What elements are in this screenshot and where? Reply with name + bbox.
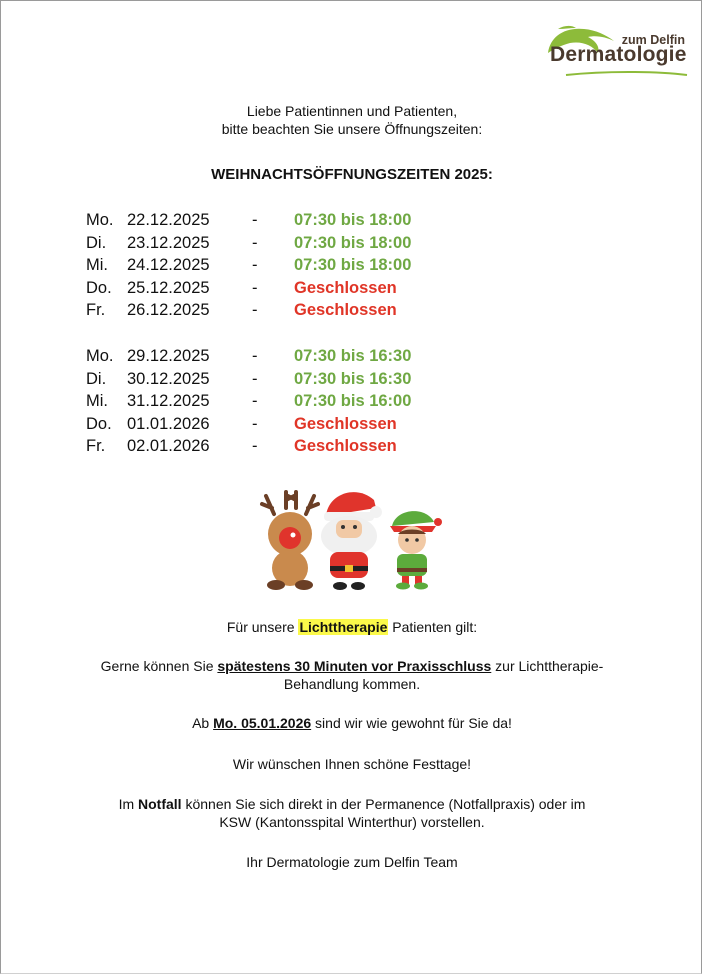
- hours: 07:30 bis 18:00: [294, 233, 412, 252]
- schedule-row: [86, 209, 411, 232]
- hours: 07:30 bis 16:00: [294, 392, 412, 411]
- separator: -: [252, 369, 258, 388]
- logo-swoosh: [564, 70, 689, 78]
- schedule-row: [86, 390, 411, 413]
- text: zur Lichttherapie-: [491, 658, 604, 674]
- separator: -: [252, 256, 258, 275]
- hours: 07:30 bis 16:30: [294, 347, 412, 365]
- schedule-row: [86, 345, 411, 368]
- hours: 07:30 bis 18:00: [294, 256, 412, 275]
- christmas-illustration: [256, 486, 446, 591]
- date: 29.12.2025: [127, 347, 210, 365]
- day: Mi.: [86, 256, 108, 275]
- intro: [1, 102, 702, 138]
- reopen-date: Mo. 05.01.2026: [213, 715, 312, 731]
- date: 24.12.2025: [127, 256, 210, 275]
- reopen-line: [1, 714, 702, 732]
- schedule-week-2: [86, 345, 411, 458]
- lighttherapy-line: [1, 618, 702, 636]
- separator: -: [252, 414, 258, 433]
- emergency-paragraph: [1, 795, 702, 831]
- date: 26.12.2025: [127, 301, 210, 320]
- day: Di.: [86, 233, 107, 252]
- text: sind wir wie gewohnt für Sie da!: [311, 715, 512, 731]
- date: 01.01.2026: [127, 414, 210, 433]
- date: 02.01.2026: [127, 437, 210, 456]
- separator: -: [252, 301, 258, 320]
- hours: Geschlossen: [294, 437, 397, 456]
- text: KSW (Kantonsspital Winterthur) vorstellen.: [219, 814, 485, 830]
- day: Do.: [86, 414, 112, 433]
- hours: 07:30 bis 18:00: [294, 211, 412, 229]
- schedule-row: [86, 435, 411, 458]
- reindeer-icon: [262, 492, 318, 590]
- day: Di.: [86, 369, 107, 388]
- day: Mi.: [86, 392, 108, 411]
- date: 30.12.2025: [127, 369, 210, 388]
- schedule-week-1: [86, 209, 411, 322]
- santa-icon: [321, 492, 382, 590]
- day: Mo.: [86, 211, 114, 229]
- rule-emphasis: spätestens 30 Minuten vor Praxisschluss: [217, 658, 492, 674]
- schedule-row: [86, 232, 411, 255]
- text: Für unsere: [226, 619, 299, 635]
- emergency-emphasis: Notfall: [138, 796, 182, 812]
- text: Patienten gilt:: [388, 619, 478, 635]
- separator: -: [252, 233, 258, 252]
- date: 22.12.2025: [127, 211, 210, 229]
- hours: Geschlossen: [294, 278, 397, 297]
- separator: -: [252, 278, 258, 297]
- separator: -: [252, 437, 258, 456]
- schedule-row: [86, 299, 411, 322]
- schedule-row: [86, 277, 411, 300]
- hours: 07:30 bis 16:30: [294, 369, 412, 388]
- date: 31.12.2025: [127, 392, 210, 411]
- logo-title: Dermatologie: [550, 43, 687, 66]
- date: 25.12.2025: [127, 278, 210, 297]
- text: können Sie sich direkt in der Permanence (Notfallpraxis) oder im: [181, 796, 586, 812]
- separator: -: [252, 392, 258, 411]
- day: Mo.: [86, 347, 114, 365]
- signature: Ihr Dermatologie zum Delfin Team: [246, 854, 458, 870]
- schedule-row: [86, 368, 411, 391]
- schedule-row: [86, 413, 411, 436]
- highlight-lichttherapie: Lichttherapie: [299, 619, 388, 635]
- hours: Geschlossen: [294, 301, 397, 320]
- separator: -: [252, 211, 258, 229]
- hours: Geschlossen: [294, 414, 397, 433]
- logo-subtitle: zum Delfin: [621, 33, 685, 47]
- rule-paragraph: [1, 657, 702, 693]
- wishes-line: Wir wünschen Ihnen schöne Festtage!: [232, 756, 472, 772]
- separator: -: [252, 347, 258, 365]
- elf-icon: [390, 511, 442, 589]
- intro-line-1: Liebe Patientinnen und Patienten,: [246, 103, 458, 119]
- text: Ab: [192, 715, 214, 731]
- intro-line-2: bitte beachten Sie unsere Öffnungszeiten:: [221, 121, 483, 137]
- logo: [544, 23, 689, 77]
- day: Do.: [86, 278, 112, 297]
- text: Behandlung kommen.: [283, 676, 421, 692]
- text: Im: [118, 796, 139, 812]
- text: Gerne können Sie: [100, 658, 218, 674]
- date: 23.12.2025: [127, 233, 210, 252]
- page-title: WEIHNACHTSÖFFNUNGSZEITEN 2025:: [211, 166, 493, 183]
- day: Fr.: [86, 437, 106, 456]
- schedule-row: [86, 254, 411, 277]
- day: Fr.: [86, 301, 106, 320]
